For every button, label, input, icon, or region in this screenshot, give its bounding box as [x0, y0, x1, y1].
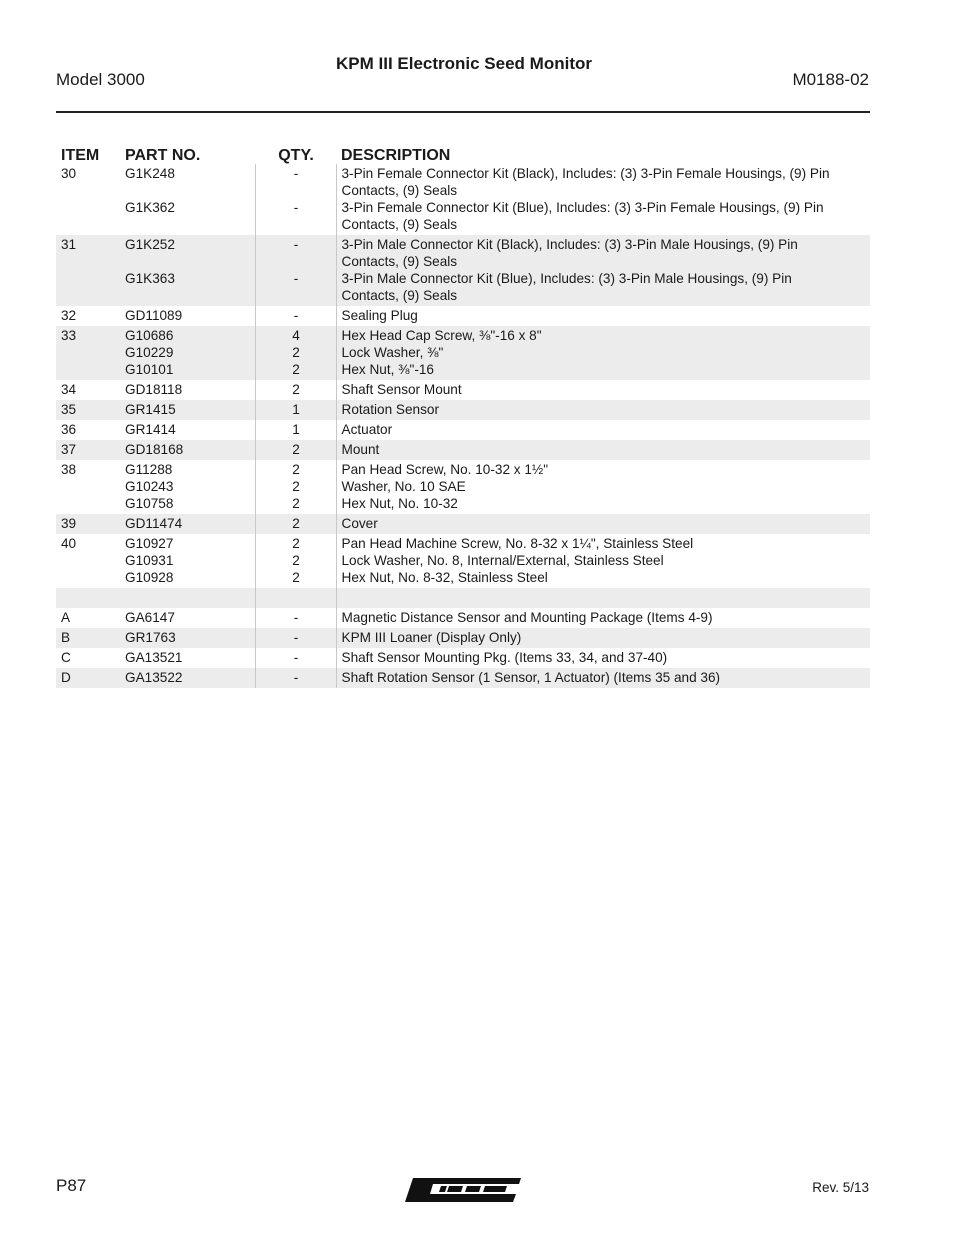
description-line: Contacts, (9) Seals [341, 288, 458, 303]
part-number: GA13522 [125, 670, 183, 685]
cell-part-no [120, 628, 255, 648]
part-number: GD18168 [125, 442, 184, 457]
cell-qty [255, 326, 336, 380]
cell-description [336, 440, 870, 460]
description-line: Hex Nut, No. 8-32, Stainless Steel [341, 570, 548, 585]
description-line: Hex Nut, ⅜"-16 [341, 362, 434, 377]
cell-item [56, 668, 120, 688]
description-line [342, 589, 867, 606]
item-number: 35 [61, 402, 77, 417]
cell-part-no [120, 420, 255, 440]
cell-qty [255, 628, 336, 648]
quantity: 2 [292, 516, 300, 531]
description-line: Rotation Sensor [341, 402, 439, 417]
spacer [125, 287, 251, 304]
cell-part-no [120, 648, 255, 668]
page-number: P87 [56, 1176, 87, 1195]
quantity: 2 [292, 362, 300, 377]
cell-item [56, 628, 120, 648]
description-line: KPM III Loaner (Display Only) [341, 630, 522, 645]
quantity: 2 [292, 536, 300, 551]
cell-description [336, 628, 870, 648]
item-number: 39 [61, 516, 77, 531]
part-number: GD11089 [125, 308, 183, 323]
quantity: 2 [292, 553, 300, 568]
spacer [125, 216, 251, 233]
cell-item [56, 440, 120, 460]
spacer [261, 216, 332, 233]
cell-item [56, 608, 120, 628]
quantity: 2 [292, 570, 300, 585]
spacer [261, 182, 332, 199]
spacer [261, 287, 332, 304]
quantity: - [293, 237, 299, 252]
item-number: 37 [61, 442, 77, 457]
part-number: G1K248 [125, 166, 175, 181]
part-number: G10931 [125, 553, 174, 568]
quantity: 1 [292, 422, 300, 437]
quantity: 2 [292, 345, 300, 360]
column-header-part-no: PART NO. [125, 147, 201, 164]
quantity: - [293, 650, 299, 665]
quantity: 1 [292, 402, 300, 417]
cell-part-no [120, 588, 255, 608]
cell-qty [255, 668, 336, 688]
description-line: Hex Nut, No. 10-32 [341, 496, 458, 511]
item-number: 38 [61, 462, 77, 477]
item-number: A [61, 610, 71, 625]
item-number: C [61, 650, 71, 665]
cell-description [336, 235, 870, 306]
column-header-description: DESCRIPTION [341, 147, 451, 164]
spacer [125, 182, 251, 199]
document-title: KPM III Electronic Seed Monitor [336, 54, 592, 73]
item-number: 30 [61, 166, 77, 181]
part-number: G1K362 [125, 200, 175, 215]
item-number: D [61, 670, 71, 685]
spacer [125, 253, 251, 270]
cell-part-no [120, 164, 255, 235]
cell-item [56, 326, 120, 380]
table-header-row [56, 142, 870, 164]
description-line: 3-Pin Female Connector Kit (Black), Includes: (3) 3-Pin Female Housings, (9) Pin [341, 166, 830, 181]
column-header-qty: QTY. [278, 147, 314, 164]
cell-item [56, 235, 120, 306]
cell-part-no [120, 440, 255, 460]
spacer [261, 253, 332, 270]
part-number: G10229 [125, 345, 174, 360]
kinze-logo-icon [403, 1174, 525, 1206]
cell-part-no [120, 326, 255, 380]
item-number: 32 [61, 308, 77, 323]
cell-description [336, 380, 870, 400]
parts-table [56, 142, 870, 688]
part-number [125, 589, 251, 606]
cell-part-no [120, 235, 255, 306]
description-line: 3-Pin Female Connector Kit (Blue), Includes: (3) 3-Pin Female Housings, (9) Pin [341, 200, 824, 215]
part-number: GR1415 [125, 402, 176, 417]
cell-part-no [120, 608, 255, 628]
quantity: 2 [292, 382, 300, 397]
part-number: GR1414 [125, 422, 176, 437]
description-line: Contacts, (9) Seals [341, 217, 458, 232]
cell-qty [255, 380, 336, 400]
table-row [56, 628, 870, 648]
item-number: 33 [61, 328, 77, 343]
table-row [56, 514, 870, 534]
cell-description [336, 608, 870, 628]
description-line: Shaft Rotation Sensor (1 Sensor, 1 Actuator) (Items 35 and 36) [341, 670, 721, 685]
quantity [261, 589, 332, 606]
table-row [56, 420, 870, 440]
cell-item [56, 588, 120, 608]
description-line: Pan Head Screw, No. 10-32 x 1½" [341, 462, 549, 477]
cell-item [56, 514, 120, 534]
quantity: - [293, 610, 299, 625]
cell-description [336, 668, 870, 688]
table-row [56, 440, 870, 460]
quantity: - [293, 670, 299, 685]
cell-qty [255, 164, 336, 235]
part-number: G10927 [125, 536, 174, 551]
cell-part-no [120, 306, 255, 326]
item-number [61, 589, 116, 606]
part-number: GD18118 [125, 382, 183, 397]
cell-qty [255, 460, 336, 514]
cell-qty [255, 514, 336, 534]
cell-item [56, 460, 120, 514]
model-label: Model 3000 [56, 70, 145, 89]
part-number: GD11474 [125, 516, 183, 531]
cell-item [56, 534, 120, 588]
cell-qty [255, 420, 336, 440]
description-line: Washer, No. 10 SAE [341, 479, 466, 494]
table-row [56, 460, 870, 514]
cell-part-no [120, 534, 255, 588]
cell-item [56, 400, 120, 420]
description-line: Contacts, (9) Seals [341, 183, 458, 198]
table-row [56, 326, 870, 380]
cell-item [56, 648, 120, 668]
part-number: GA6147 [125, 610, 175, 625]
quantity: - [293, 166, 299, 181]
cell-part-no [120, 668, 255, 688]
quantity: - [293, 200, 299, 215]
table-row [56, 306, 870, 326]
part-number: G11288 [125, 462, 173, 477]
column-header-item: ITEM [61, 147, 100, 164]
cell-part-no [120, 400, 255, 420]
item-number: 34 [61, 382, 77, 397]
table-row [56, 235, 870, 306]
cell-item [56, 164, 120, 235]
description-line: 3-Pin Male Connector Kit (Blue), Includes: (3) 3-Pin Male Housings, (9) Pin [341, 271, 792, 286]
cell-part-no [120, 514, 255, 534]
item-number: 31 [61, 237, 77, 252]
cell-description [336, 326, 870, 380]
part-number: GA13521 [125, 650, 183, 665]
quantity: 2 [292, 462, 300, 477]
cell-description [336, 420, 870, 440]
table-row [56, 608, 870, 628]
cell-qty [255, 608, 336, 628]
cell-part-no [120, 380, 255, 400]
part-number: GR1763 [125, 630, 176, 645]
description-line: 3-Pin Male Connector Kit (Black), Includes: (3) 3-Pin Male Housings, (9) Pin [341, 237, 798, 252]
table-row [56, 400, 870, 420]
cell-qty [255, 400, 336, 420]
cell-description [336, 534, 870, 588]
item-number: 36 [61, 422, 77, 437]
part-number: G10758 [125, 496, 174, 511]
table-row [56, 164, 870, 235]
part-number: G10928 [125, 570, 174, 585]
description-line: Lock Washer, No. 8, Internal/External, Stainless Steel [341, 553, 664, 568]
description-line: Shaft Sensor Mounting Pkg. (Items 33, 34, and 37-40) [341, 650, 668, 665]
quantity: - [293, 271, 299, 286]
cell-qty [255, 440, 336, 460]
quantity: 2 [292, 479, 300, 494]
item-number: 40 [61, 536, 77, 551]
header-divider [56, 111, 870, 113]
doc-number: M0188-02 [792, 70, 869, 89]
cell-item [56, 420, 120, 440]
table-row [56, 648, 870, 668]
quantity: 4 [292, 328, 300, 343]
description-line: Magnetic Distance Sensor and Mounting Package (Items 4-9) [341, 610, 713, 625]
quantity: - [293, 308, 299, 323]
cell-item [56, 306, 120, 326]
description-line: Cover [341, 516, 378, 531]
cell-part-no [120, 460, 255, 514]
revision-label: Rev. 5/13 [812, 1180, 869, 1195]
part-number: G10686 [125, 328, 174, 343]
cell-description [336, 400, 870, 420]
description-line: Mount [341, 442, 380, 457]
cell-qty [255, 588, 336, 608]
table-row [56, 380, 870, 400]
cell-qty [255, 235, 336, 306]
cell-description [336, 164, 870, 235]
description-line: Sealing Plug [341, 308, 418, 323]
quantity: 2 [292, 442, 300, 457]
cell-description [336, 648, 870, 668]
description-line: Actuator [341, 422, 393, 437]
part-number: G10243 [125, 479, 174, 494]
table-row [56, 668, 870, 688]
description-line: Shaft Sensor Mount [341, 382, 462, 397]
part-number: G1K363 [125, 271, 175, 286]
description-line: Pan Head Machine Screw, No. 8-32 x 1¼", Stainless Steel [341, 536, 694, 551]
cell-qty [255, 534, 336, 588]
cell-description [336, 588, 870, 608]
cell-description [336, 514, 870, 534]
quantity: - [293, 630, 299, 645]
cell-description [336, 460, 870, 514]
cell-item [56, 380, 120, 400]
part-number: G1K252 [125, 237, 175, 252]
description-line: Lock Washer, ⅜" [341, 345, 444, 360]
cell-qty [255, 648, 336, 668]
table-row [56, 534, 870, 588]
part-number: G10101 [125, 362, 174, 377]
description-line: Hex Head Cap Screw, ⅜"-16 x 8" [341, 328, 542, 343]
cell-qty [255, 306, 336, 326]
description-line: Contacts, (9) Seals [341, 254, 458, 269]
table-row [56, 588, 870, 608]
quantity: 2 [292, 496, 300, 511]
cell-description [336, 306, 870, 326]
item-number: B [61, 630, 71, 645]
